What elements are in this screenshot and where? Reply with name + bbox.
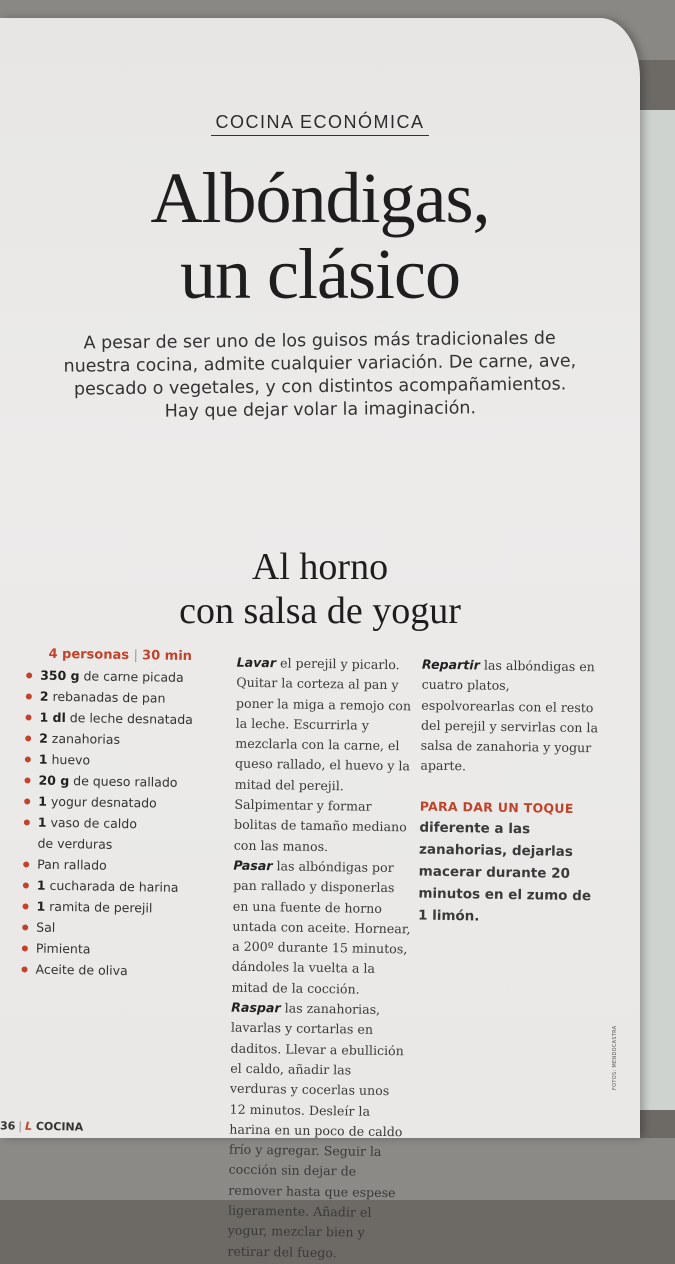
step-4-lead: Repartir — [421, 656, 481, 673]
page-number: 36 — [0, 1119, 16, 1133]
ingredient-qty: 350 g — [40, 667, 80, 684]
step-2 — [231, 856, 411, 1001]
ingredient-qty: 1 — [37, 814, 47, 830]
ingredient-text: Sal — [36, 919, 56, 935]
separator: | — [133, 648, 143, 664]
step-4 — [420, 655, 604, 780]
ingredient-item — [17, 958, 227, 982]
step-2-text: las albóndigas por pan rallado y disponerlas en una fuente de horno untada con aceite. Hornear, a 200º durante 15 minutos, dándoles la vuelta a la mitad de la cocción. — [231, 858, 411, 997]
article-intro: A pesar de ser uno de los guisos más tradicionales de nuestra cocina, admite cualquier variación. De carne, ave, pescado o vegetales, y con distintos acompañamientos. Hay que dejar volar la imaginación. — [63, 328, 577, 422]
ingredient-text: de verduras — [37, 835, 113, 852]
servings-time — [48, 647, 232, 665]
article-title-line-2: un clásico — [180, 234, 460, 314]
footer-separator: | — [18, 1119, 23, 1133]
article-title — [0, 160, 640, 312]
section-label-text: COCINA ECONÓMICA — [211, 112, 428, 136]
ingredient-qty: 2 — [39, 730, 49, 746]
ingredient-qty: 1 — [38, 793, 48, 809]
ingredient-text: cucharada de harina — [49, 877, 179, 895]
article-title-line-1: Albóndigas, — [150, 158, 490, 238]
ingredient-text: Aceite de oliva — [35, 961, 128, 979]
ingredient-text: zanahorias — [51, 730, 121, 747]
magazine-logo-icon: L — [24, 1119, 33, 1133]
ingredient-qty: 1 — [38, 751, 48, 767]
recipe-title-line-1: Al horno — [251, 546, 389, 588]
step-1-text: el perejil y picarlo. Quitar la corteza al pan y poner la miga a remojo con la leche. Escurrirla y mezclarla con la carne, el queso rallado, el huevo y la mitad del perejil. Salpimentar y formar bolitas de tamaño mediano con las manos. — [233, 655, 412, 854]
magazine-name: COCINA — [35, 1119, 84, 1134]
ingredient-text: vaso de caldo — [50, 814, 138, 832]
tip-box — [418, 796, 602, 929]
recipe-title — [0, 545, 640, 633]
instructions-column-2 — [418, 655, 604, 930]
ingredients-block — [17, 646, 232, 982]
ingredient-text: de queso rallado — [73, 773, 178, 790]
step-4-text: las albóndigas en cuatro platos, espolvorearlas con el resto del perejil y servirlas con la salsa de zanahoria y yogur aparte. — [420, 657, 599, 774]
tip-heading: PARA DAR UN TOQUE — [419, 798, 574, 816]
recipe-title-line-2: con salsa de yogur — [179, 590, 461, 632]
step-1 — [234, 653, 415, 859]
ingredient-qty: 2 — [39, 688, 49, 704]
section-label — [0, 112, 640, 136]
tip-text: diferente a las zanahorias, dejarlas macerar durante 20 minutos en el zumo de 1 limón. — [417, 819, 592, 925]
ingredient-text: de leche desnatada — [69, 710, 194, 728]
servings: 4 personas — [48, 646, 130, 664]
ingredient-text: Pan rallado — [37, 856, 107, 873]
photo-credit: FOTOS: MENDOCASTRA — [612, 1025, 618, 1090]
ingredient-text: Pimienta — [35, 940, 91, 957]
step-3-lead: Raspar — [231, 999, 281, 1016]
step-2-lead: Pasar — [233, 857, 273, 874]
page-footer — [0, 1119, 83, 1133]
ingredient-qty: 1 dl — [39, 709, 66, 726]
ingredient-text: yogur desnatado — [50, 793, 157, 811]
ingredient-qty: 20 g — [38, 772, 70, 789]
ingredient-text: rebanadas de pan — [52, 688, 166, 706]
ingredient-list — [17, 664, 232, 982]
ingredient-text: de carne picada — [83, 668, 184, 685]
step-1-lead: Lavar — [236, 654, 277, 671]
ingredient-qty: 1 — [36, 898, 46, 914]
step-3-text: las zanahorias, lavarlas y cortarlas en daditos. Llevar a ebullición el caldo, añadir las verduras y cocerlas unos 12 minutos. Desleír la harina en un poco de caldo frío y agregar. Seguir la cocción sin dejar de remover hasta que espese ligeramente. Añadir el yogur, mezclar bien y retirar del fuego. — [227, 1000, 404, 1260]
ingredient-text: huevo — [51, 751, 91, 768]
ingredient-text: ramita de perejil — [49, 898, 153, 916]
step-3 — [227, 998, 409, 1264]
instructions-column-1 — [227, 653, 415, 1264]
ingredient-qty: 1 — [36, 877, 46, 893]
prep-time: 30 min — [141, 648, 193, 665]
